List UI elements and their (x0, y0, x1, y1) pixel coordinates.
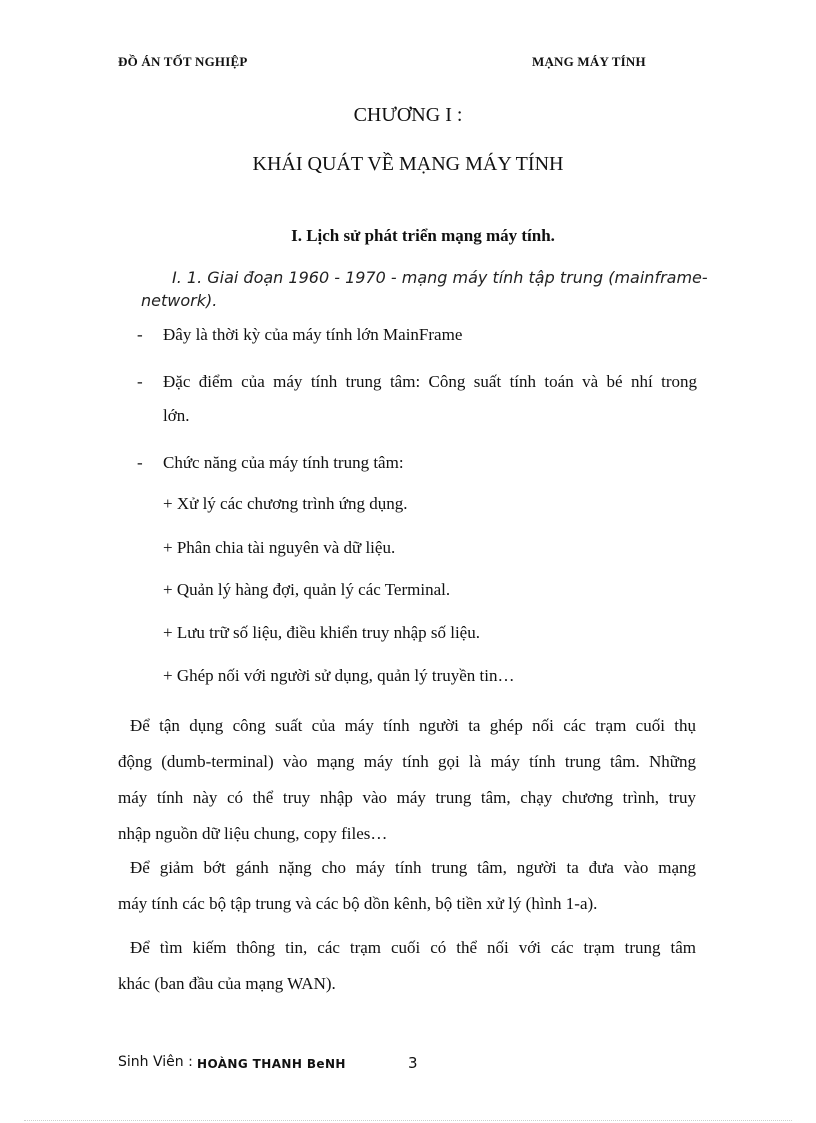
paragraph-line: động (dumb-terminal) vào mạng máy tính gọi là máy tính trung tâm. Những (118, 752, 696, 771)
paragraph-3 (118, 930, 696, 1002)
paragraph-line: Để giảm bớt gánh nặng cho máy tính trung tâm, người ta đưa vào mạng (130, 858, 696, 877)
paragraph-line: nhập nguồn dữ liệu chung, copy files… (118, 824, 388, 843)
bullet-marker: - (137, 325, 143, 344)
function-item: + Phân chia tài nguyên và dữ liệu. (163, 538, 396, 557)
paragraph-line: máy tính các bộ tập trung và các bộ dồn kênh, bộ tiền xử lý (hình 1-a). (118, 894, 598, 913)
function-item: + Lưu trữ số liệu, điều khiển truy nhập số liệu. (163, 623, 480, 642)
header-left: ĐỒ ÁN TỐT NGHIỆP (118, 54, 248, 69)
page-edge-divider (24, 1120, 792, 1121)
bullet-item-2-line-2: lớn. (163, 406, 190, 425)
bullet-item-3: Chức năng của máy tính trung tâm: (163, 453, 404, 472)
function-item: + Xử lý các chương trình ứng dụng. (163, 494, 408, 513)
paragraph-line: khác (ban đầu của mạng WAN). (118, 974, 336, 993)
paragraph-line: Để tìm kiếm thông tin, các trạm cuối có thể nối với các trạm trung tâm (130, 938, 696, 957)
subsection-line-1: I. 1. Giai đoạn 1960 - 1970 - mạng máy tính tập trung (mainframe- (172, 268, 708, 287)
chapter-number: CHƯƠNG I : (353, 104, 463, 126)
footer-label: Sinh Viên : (118, 1054, 193, 1070)
bullet-item-2-line-1: Đặc điểm của máy tính trung tâm: Công suất tính toán và bé nhí trong (163, 372, 697, 391)
paragraph-1 (118, 708, 696, 852)
header-right: MẠNG MÁY TÍNH (532, 54, 646, 69)
function-item: + Quản lý hàng đợi, quản lý các Terminal. (163, 580, 451, 599)
paragraph-line: Để tận dụng công suất của máy tính người ta ghép nối các trạm cuối thụ (130, 716, 696, 735)
footer-student-name: HOÀNG THANH BeNH (197, 1057, 346, 1071)
paragraph-2 (118, 850, 696, 922)
paragraph-line: máy tính này có thể truy nhập vào máy trung tâm, chạy chương trình, truy (118, 788, 696, 807)
footer-page-number: 3 (408, 1054, 418, 1072)
function-item: + Ghép nối với người sử dụng, quản lý truyền tin… (163, 666, 515, 685)
bullet-item-1: Đây là thời kỳ của máy tính lớn MainFrame (163, 325, 463, 344)
section-title: I. Lịch sử phát triển mạng máy tính. (291, 226, 555, 245)
chapter-title: KHÁI QUÁT VỀ MẠNG MÁY TÍNH (252, 153, 564, 175)
bullet-marker: - (137, 372, 143, 391)
subsection-line-2: network). (141, 291, 218, 310)
bullet-marker: - (137, 453, 143, 472)
